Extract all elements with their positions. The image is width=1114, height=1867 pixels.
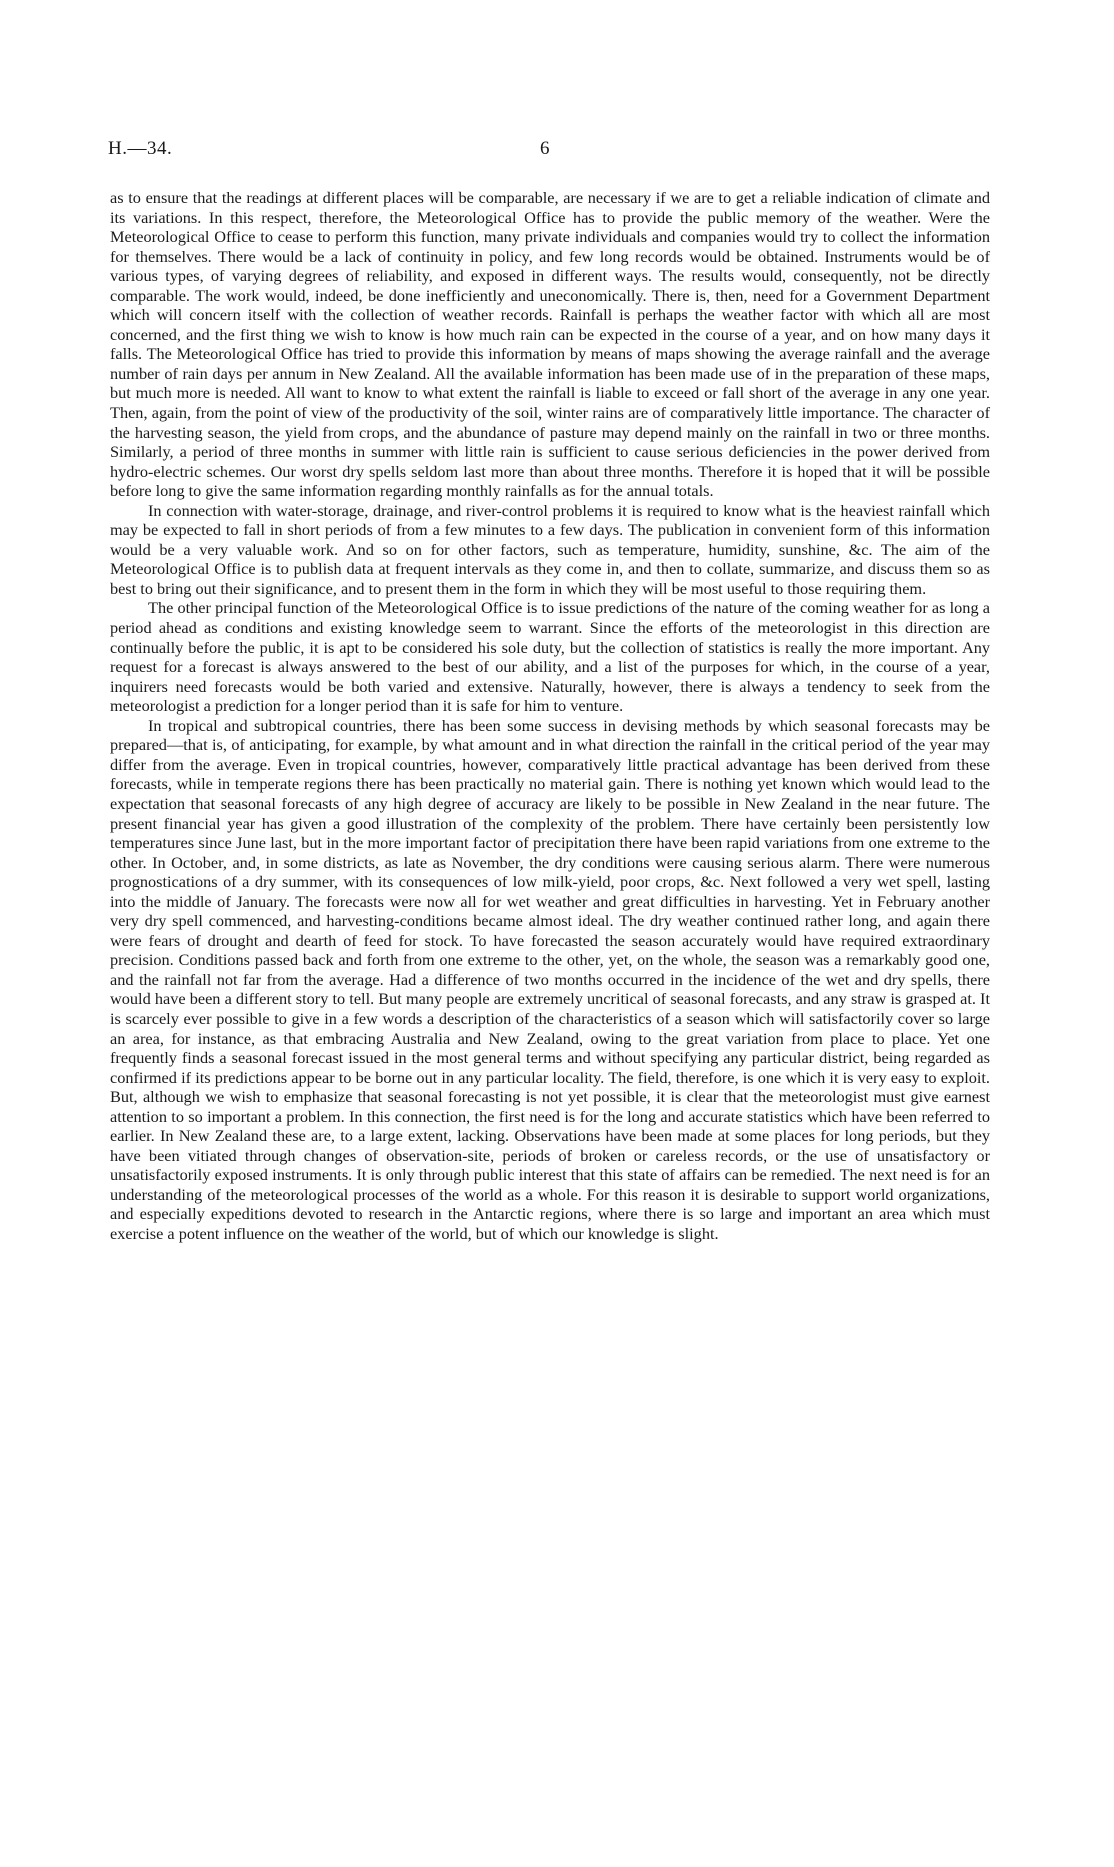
document-reference: H.—34. bbox=[108, 138, 173, 159]
page-header bbox=[108, 138, 1008, 168]
paragraph: The other principal function of the Meteorological Office is to issue predictions of the nature of the coming weather for as long a period ahead as conditions and existing knowledge seem to warrant. Since the efforts of the meteorologist in this direction are continually before the public, it is apt to be considered his sole duty, but the collection of statistics is really the more important. Any request for a forecast is always answered to the best of our ability, and a list of the purposes for which, in the course of a year, inquirers need forecasts would be both varied and extensive. Naturally, however, there is always a tendency to seek from the meteorologist a prediction for a longer period than it is safe for him to venture. bbox=[110, 598, 990, 716]
page-number: 6 bbox=[540, 138, 550, 159]
body-text bbox=[110, 188, 990, 1244]
paragraph: In tropical and subtropical countries, there has been some success in devising methods by which seasonal forecasts may be prepared—that is, of anticipating, for example, by what amount and in what direction the rainfall in the critical period of the year may differ from the average. Even in tropical countries, however, comparatively little practical advantage has been derived from these forecasts, while in temperate regions there has been practically no material gain. There is nothing yet known which would lead to the expectation that seasonal forecasts of any high degree of accuracy are likely to be possible in New Zealand in the near future. The present financial year has given a good illustration of the complexity of the problem. There have certainly been persistently low temperatures since June last, but in the more important factor of precipitation there have been rapid variations from one extreme to the other. In October, and, in some districts, as late as November, the dry conditions were causing serious alarm. There were numerous prognostications of a dry summer, with its consequences of low milk-yield, poor crops, &c. Next followed a very wet spell, lasting into the middle of January. The forecasts were now all for wet weather and great difficulties in harvesting. Yet in February another very dry spell commenced, and harvesting-conditions became almost ideal. The dry weather continued rather long, and again there were fears of drought and dearth of feed for stock. To have forecasted the season accurately would have required extraordinary precision. Conditions passed back and forth from one extreme to the other, yet, on the whole, the season was a remarkably good one, and the rainfall not far from the average. Had a difference of two months occurred in the incidence of the wet and dry spells, there would have been a different story to tell. But many people are extremely uncritical of seasonal forecasts, and any straw is grasped at. It is scarcely ever possible to give in a few words a description of the characteristics of a season which will satisfactorily cover so large an area, for instance, as that embracing Australia and New Zealand, owing to the great variation from place to place. Yet one frequently finds a seasonal forecast issued in the most general terms and without specifying any particular district, being regarded as confirmed if its predictions appear to be borne out in any particular locality. The field, therefore, is one which it is very easy to exploit. But, although we wish to emphasize that seasonal forecasting is not yet possible, it is clear that the meteorologist must give earnest attention to so important a problem. In this connection, the first need is for the long and accurate statistics which have been referred to earlier. In New Zealand these are, to a large extent, lacking. Observations have been made at some places for long periods, but they have been vitiated through changes of observation-site, periods of broken or careless records, or the use of unsatisfactory or unsatisfactorily exposed instruments. It is only through public interest that this state of affairs can be remedied. The next need is for an understanding of the meteorological processes of the world as a whole. For this reason it is desirable to support world organizations, and especially expeditions devoted to research in the Antarctic regions, where there is so large and important an area which must exercise a potent influence on the weather of the world, but of which our knowledge is slight. bbox=[110, 715, 990, 1243]
paragraph-continuation: as to ensure that the readings at different places will be comparable, are necessary if we are to get a reliable indication of climate and its variations. In this respect, therefore, the Meteorological Office has to provide the public memory of the weather. Were the Meteorological Office to cease to perform this function, many private individuals and companies would try to collect the information for themselves. There would be a lack of continuity in policy, and few long records would be obtained. Instruments would be of various types, of varying degrees of reliability, and exposed in different ways. The results would, consequently, not be directly comparable. The work would, indeed, be done inefficiently and uneconomically. There is, then, need for a Government Department which will concern itself with the collection of weather records. Rainfall is perhaps the weather factor with which all are most concerned, and the first thing we wish to know is how much rain can be expected in the course of a year, and on how many days it falls. The Meteorological Office has tried to provide this information by means of maps showing the average rainfall and the average number of rain days per annum in New Zealand. All the available information has been made use of in the preparation of these maps, but much more is needed. All want to know to what extent the rainfall is liable to exceed or fall short of the average in any one year. Then, again, from the point of view of the productivity of the soil, winter rains are of comparatively little importance. The character of the harvesting season, the yield from crops, and the abundance of pasture may depend mainly on the rainfall in two or three months. Similarly, a period of three months in summer with little rain is sufficient to cause serious deficiencies in the power derived from hydro-electric schemes. Our worst dry spells seldom last more than about three months. Therefore it is hoped that it will be possible before long to give the same information regarding monthly rainfalls as for the annual totals. bbox=[110, 188, 990, 501]
paragraph: In connection with water-storage, drainage, and river-control problems it is required to know what is the heaviest rainfall which may be expected to fall in short periods of from a few minutes to a few days. The publication in convenient form of this information would be a very valuable work. And so on for other factors, such as temperature, humidity, sunshine, &c. The aim of the Meteorological Office is to publish data at frequent intervals as they come in, and then to collate, summarize, and discuss them so as best to bring out their significance, and to present them in the form in which they will be most useful to those requiring them. bbox=[110, 500, 990, 598]
